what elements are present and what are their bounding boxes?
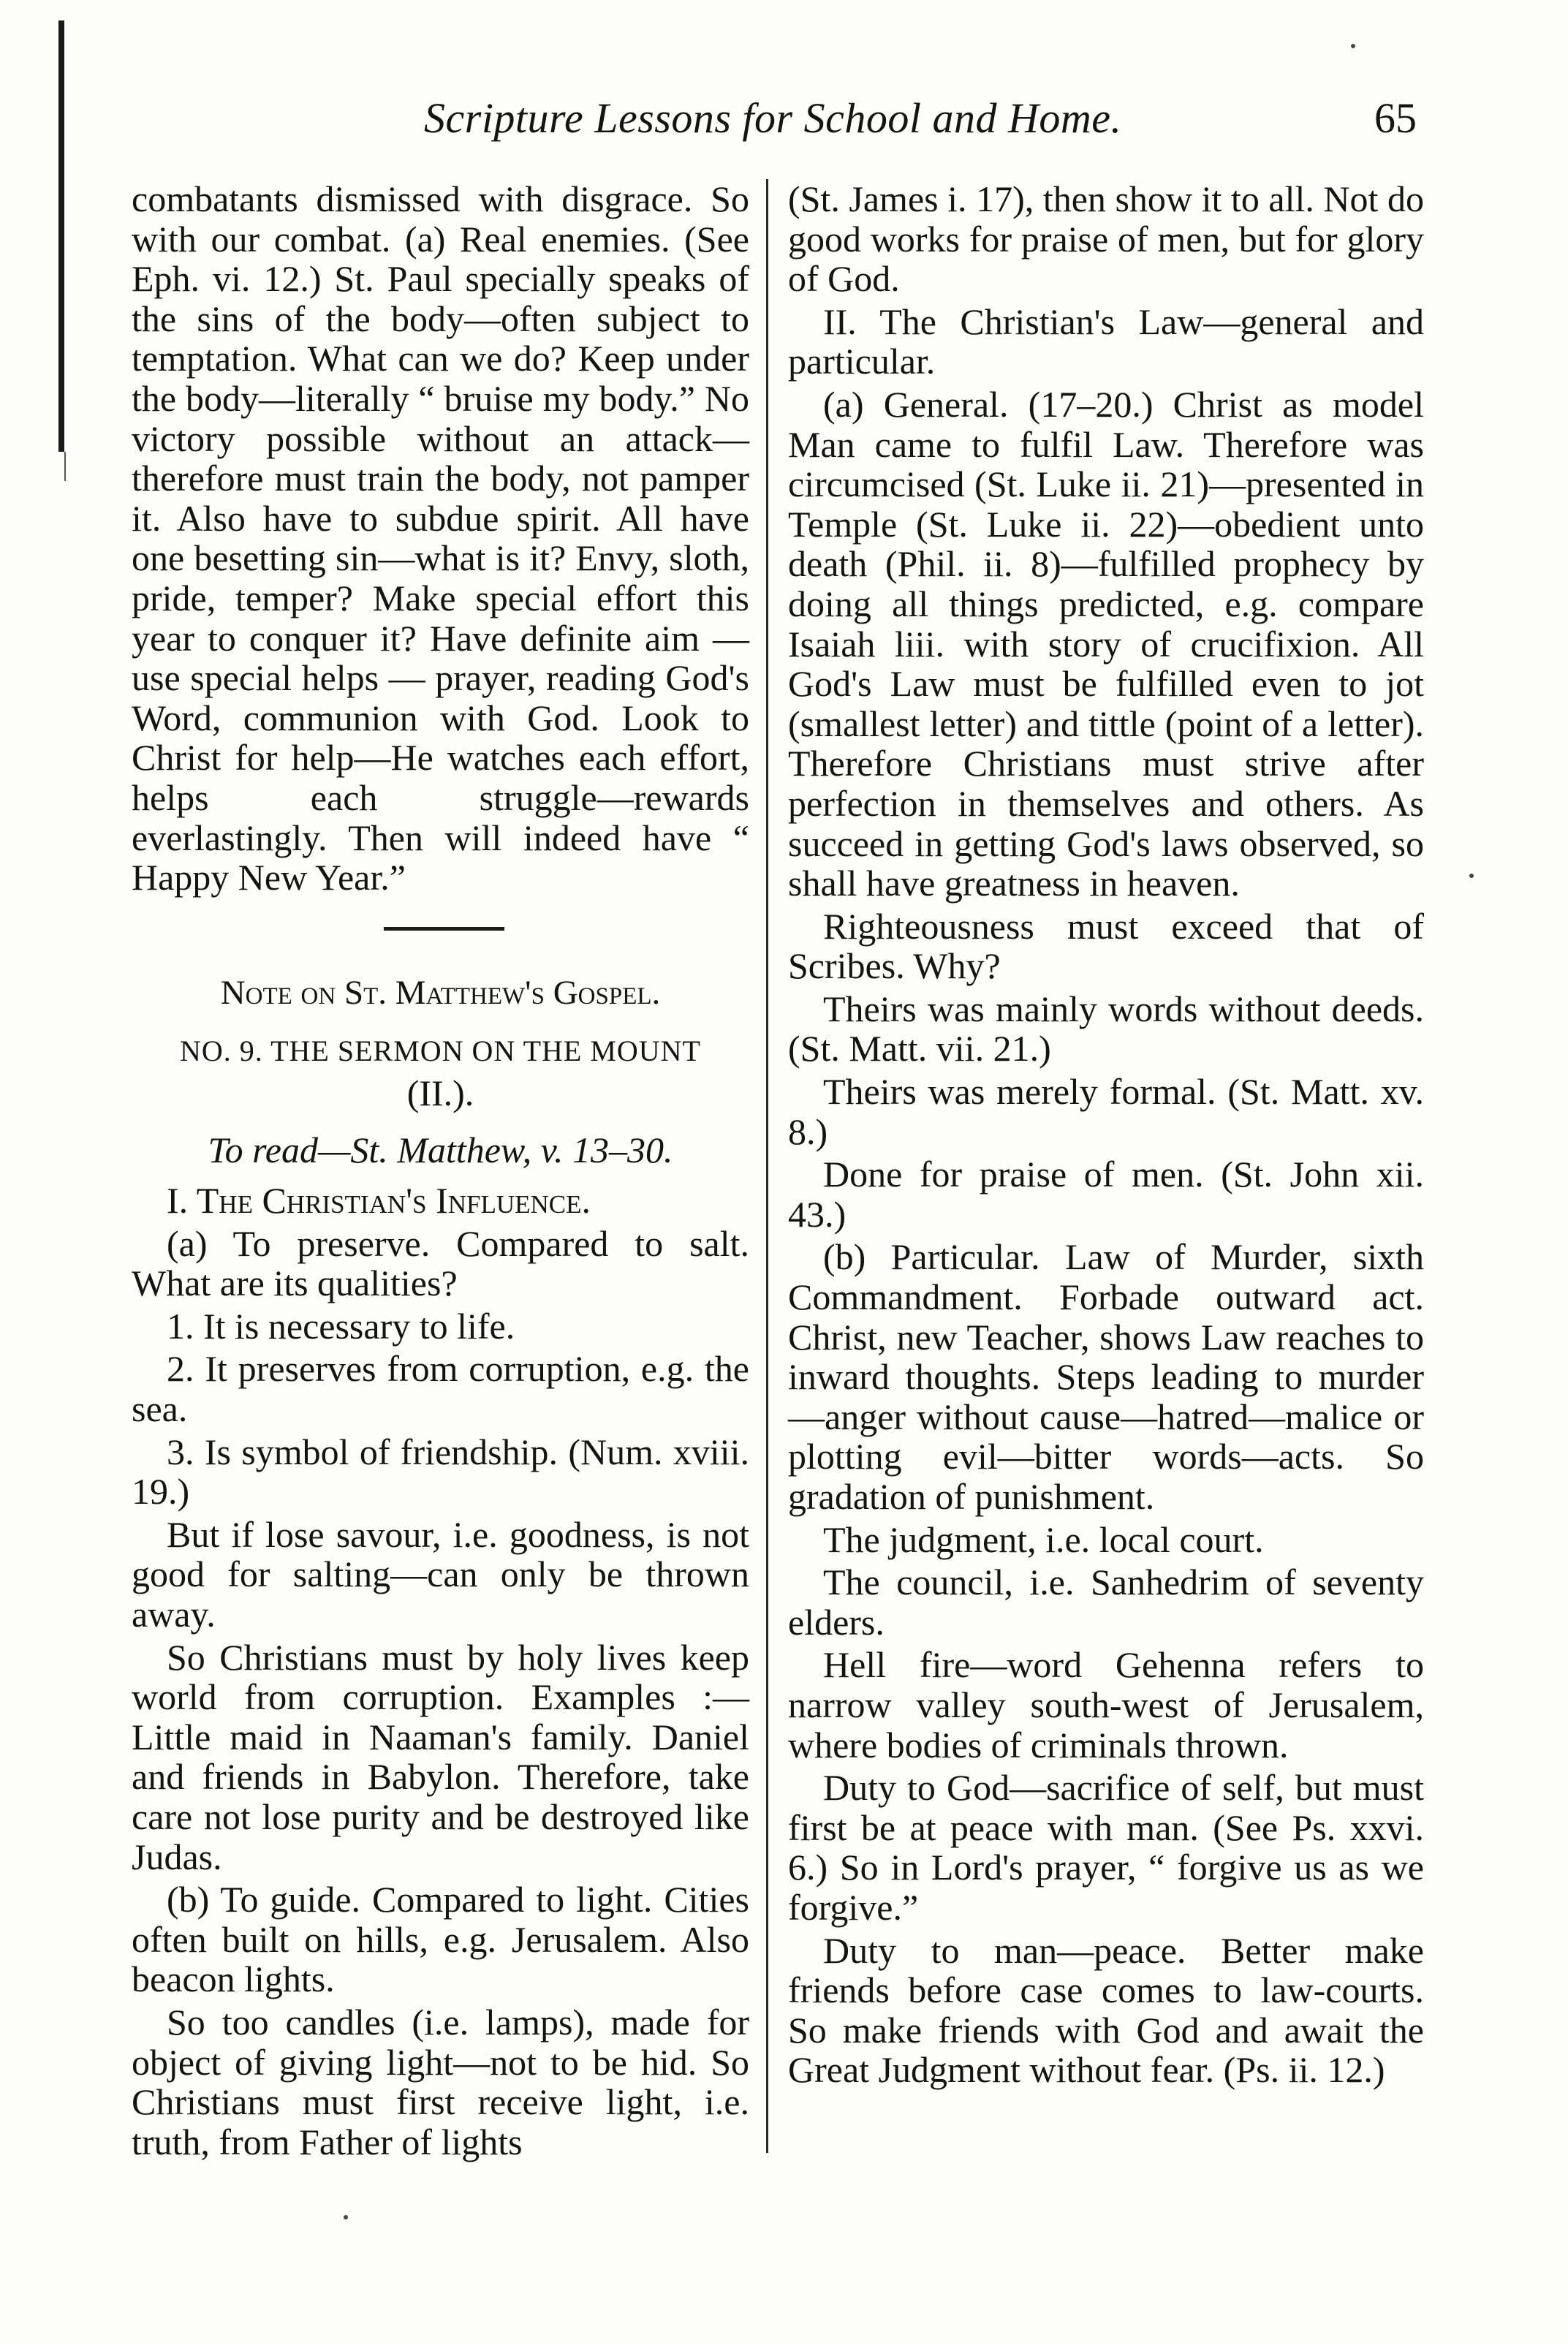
section-heading: NO. 9. THE SERMON ON THE MOUNT xyxy=(180,1034,701,1068)
paragraph: combatants dismissed with disgrace. So with our combat. (a) Real enemies. (See Eph. vi. 12.) St. Paul specially speaks of the sins of the body—often subject to temptation. What can we do? Keep under the body—literally “ bruise my body.” No victory possible without an attack—therefore must train the body, not pamper it. Also have to subdue spirit. All have one besetting sin—what is it? Envy, sloth, pride, temper? Make special effort this year to conquer it? Have definite aim — use special helps — prayer, reading God's Word, communion with God. Look to Christ for help—He watches each effort, helps each struggle—rewards everlastingly. Then will indeed have “ Happy New Year.” xyxy=(132,178,749,898)
binding-edge-mark xyxy=(58,20,64,452)
list-item: 2. It preserves from corruption, e.g. the sea. xyxy=(132,1348,749,1430)
page-header xyxy=(0,94,1568,152)
note-heading: Note on St. Matthew's Gospel. xyxy=(220,973,661,1012)
section-divider xyxy=(384,927,504,931)
paragraph: Done for praise of men. (St. John xii. 43.) xyxy=(788,1154,1424,1235)
list-item: 1. It is necessary to life. xyxy=(167,1305,515,1347)
subsection-heading: II. The Christian's Law—general and particular. xyxy=(788,300,1424,382)
print-speck xyxy=(1469,874,1474,878)
paragraph: (b) To guide. Compared to light. Cities often built on hills, e.g. Jerusalem. Also beacon lights. xyxy=(132,1879,749,2000)
reading-reference: To read—St. Matthew, v. 13–30. xyxy=(208,1129,673,1171)
right-column xyxy=(788,179,1424,2093)
paragraph: (a) General. (17–20.) Christ as model Man came to fulfil Law. Therefore was circumcised (St. Luke ii. 21)—presented in Temple (St. Luke ii. 22)—obedient unto death (Phil. ii. 8)—fulfilled prophecy by doing all things predicted, e.g. compare Isaiah liii. with story of crucifixion. All God's Law must be fulfilled even to jot (smallest letter) and tittle (point of a letter). Therefore Christians must strive after perfection in themselves and others. As succeed in getting God's laws observed, so shall have greatness in heaven. xyxy=(788,383,1424,904)
paragraph: So too candles (i.e. lamps), made for object of giving light—not to be hid. So Christians must first receive light, i.e. truth, from Father of lights xyxy=(132,2001,749,2162)
section-subheading: (II.). xyxy=(406,1072,474,1113)
paragraph: Righteousness must exceed that of Scribes. Why? xyxy=(788,905,1424,987)
page-number: 65 xyxy=(1374,94,1417,142)
paragraph: Theirs was merely formal. (St. Matt. xv. 8.) xyxy=(788,1071,1424,1152)
column-divider xyxy=(766,179,768,2153)
paragraph: But if lose savour, i.e. goodness, is not good for salting—can only be thrown away. xyxy=(132,1513,749,1635)
paragraph: (St. James i. 17), then show it to all. Not do good works for praise of men, but for glory of God. xyxy=(788,178,1424,300)
paragraph: (a) To preserve. Compared to salt. What are its qualities? xyxy=(132,1222,749,1304)
paragraph: Duty to man—peace. Better make friends before case comes to law-courts. So make friends with God and await the Great Judgment without fear. (Ps. ii. 12.) xyxy=(788,1929,1424,2091)
left-column xyxy=(132,179,749,2165)
paragraph: The judgment, i.e. local court. xyxy=(823,1518,1264,1560)
print-speck xyxy=(1351,44,1355,48)
print-speck xyxy=(344,2215,348,2219)
paragraph: So Christians must by holy lives keep world from corruption. Examples :—Little maid in Naaman's family. Daniel and friends in Babylon. Therefore, take care not lose purity and be destroyed like Judas. xyxy=(132,1636,749,1877)
paragraph: Theirs was mainly words without deeds. (St. Matt. vii. 21.) xyxy=(788,988,1424,1070)
running-title: Scripture Lessons for School and Home. xyxy=(424,94,1122,142)
paragraph: (b) Particular. Law of Murder, sixth Commandment. Forbade outward act. Christ, new Teacher, shows Law reaches to inward thoughts. Steps leading to murder—anger without cause—hatred—malice or plotting evil—bitter words—acts. So gradation of punishment. xyxy=(788,1236,1424,1517)
paragraph: Duty to God—sacrifice of self, but must first be at peace with man. (See Ps. xxvi. 6.) So in Lord's prayer, “ forgive us as we forgive.” xyxy=(788,1767,1424,1928)
binding-edge-mark-tail xyxy=(64,452,66,481)
list-item: 3. Is symbol of friendship. (Num. xviii. 19.) xyxy=(132,1431,749,1513)
paragraph: Hell fire—word Gehenna refers to narrow valley south-west of Jerusalem, where bodies of criminals thrown. xyxy=(788,1644,1424,1765)
paragraph: The council, i.e. Sanhedrim of seventy elders. xyxy=(788,1562,1424,1643)
subsection-heading: I. The Christian's Influence. xyxy=(167,1180,591,1222)
